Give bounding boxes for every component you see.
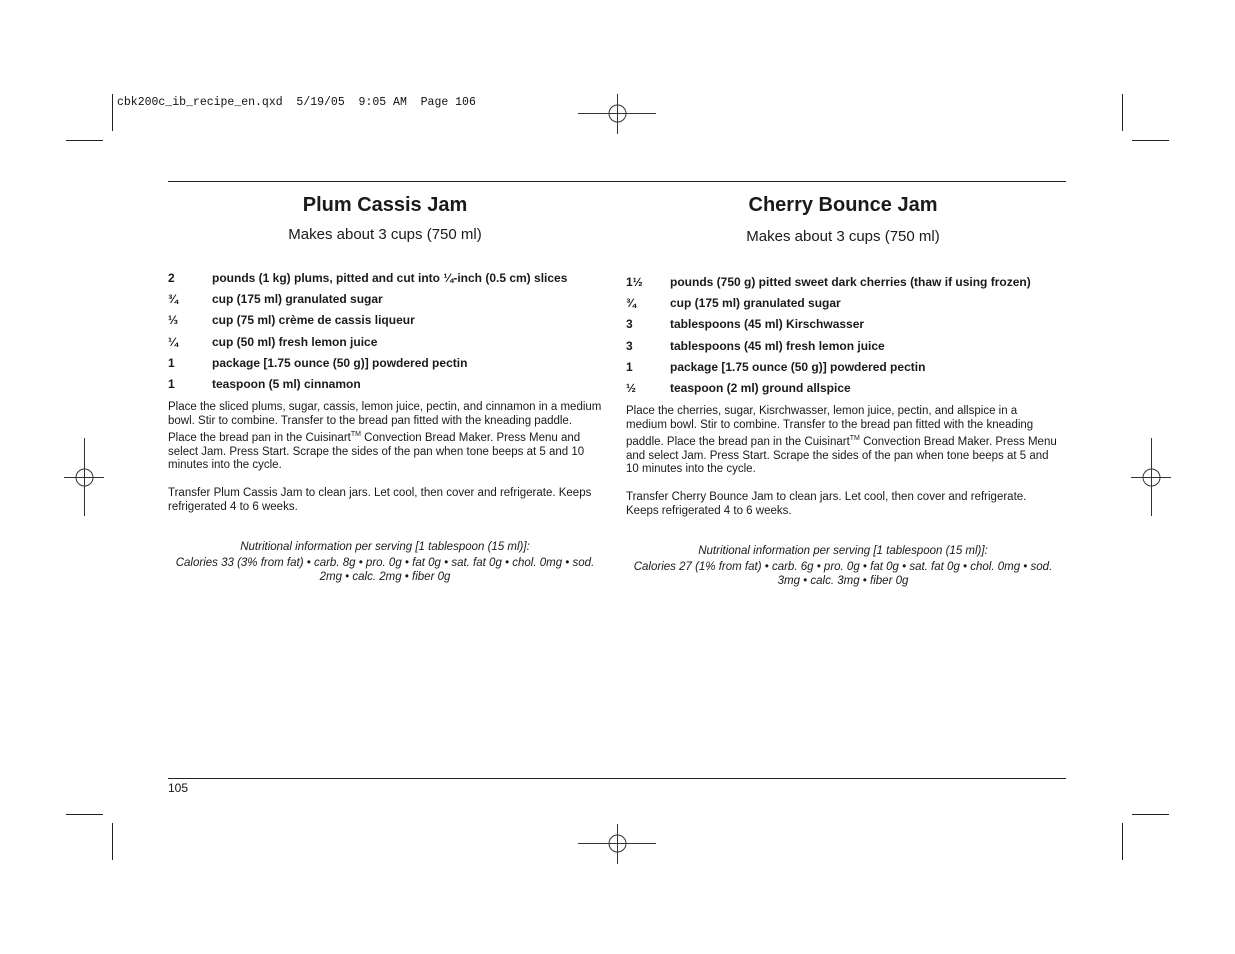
ingredient-item — [626, 336, 1060, 357]
ingredient-quantity: 1½ — [626, 275, 643, 289]
ingredient-text: cup (175 ml) granulated sugar — [670, 296, 841, 311]
ingredient-item — [626, 378, 1060, 399]
ingredient-text: teaspoon (2 ml) ground allspice — [670, 380, 851, 395]
crop-mark-top-left-vertical — [112, 94, 113, 131]
ingredient-text: package [1.75 ounce (50 g)] powdered pectin — [670, 359, 926, 374]
nutrition-text: Calories 33 (3% from fat) • carb. 8g • pro. 0g • fat 0g • sat. fat 0g • chol. 0mg • sod. 2mg • calc. 2mg • fiber 0g — [175, 557, 595, 584]
ingredient-item — [626, 314, 1060, 335]
nutrition-info — [626, 544, 1060, 588]
ingredient-item — [168, 268, 602, 289]
method-paragraph — [626, 405, 1060, 477]
ingredient-item — [168, 332, 602, 353]
printer-slug: cbk200c_ib_recipe_en.qxd 5/19/05 9:05 AM Page 106 — [117, 96, 476, 109]
ingredient-item — [626, 293, 1060, 314]
ingredient-text: cup (50 ml) fresh lemon juice — [212, 334, 378, 349]
crop-mark-top-right-vertical — [1122, 94, 1123, 131]
bottom-rule — [168, 778, 1066, 779]
crop-mark-bottom-right-vertical — [1122, 823, 1123, 860]
recipe-cherry-bounce-jam — [626, 192, 1060, 588]
registration-mark-left-icon — [64, 438, 104, 516]
ingredient-item — [168, 310, 602, 331]
nutrition-heading: Nutritional information per serving [1 tablespoon (15 ml)]: — [698, 545, 988, 558]
nutrition-info — [168, 540, 602, 584]
registration-mark-top-icon — [578, 94, 656, 134]
ingredient-quantity: 1 — [626, 359, 633, 374]
ingredient-quantity: ¾ — [626, 296, 637, 311]
trademark-mark: TM — [350, 431, 361, 439]
ingredient-list — [168, 268, 602, 395]
ingredient-item — [626, 272, 1060, 293]
recipe-plum-cassis-jam — [168, 192, 602, 584]
method-text: Convection Bread Maker. Press Menu and select Jam. Press Start. Scrape the sides of the pan when tone beeps at 5 and 10 minutes into the cycle. — [168, 432, 585, 472]
ingredient-quantity: ¾ — [168, 292, 179, 307]
method-text: Convection Bread Maker. Press Menu and select Jam. Press Start. Scrape the sides of the pan when tone beeps at 5 and 10 minutes into the cycle. — [626, 436, 1057, 476]
ingredient-quantity: ¼ — [168, 334, 179, 349]
recipe-title: Cherry Bounce Jam — [748, 194, 938, 216]
ingredient-text: pounds (750 g) pitted sweet dark cherries (thaw if using frozen) — [670, 275, 1031, 289]
ingredient-item — [168, 374, 602, 395]
method-paragraph: Transfer Cherry Bounce Jam to clean jars. Let cool, then cover and refrigerate. Keeps refrigerated 4 to 6 weeks. — [626, 490, 1027, 517]
nutrition-text: Calories 27 (1% from fat) • carb. 6g • pro. 0g • fat 0g • sat. fat 0g • chol. 0mg • sod. 3mg • calc. 3mg • fiber 0g — [633, 561, 1053, 588]
crop-mark-bottom-left-vertical — [112, 823, 113, 860]
ingredient-item — [168, 289, 602, 310]
crop-mark-top-left-horizontal — [66, 140, 103, 141]
ingredient-quantity: 3 — [626, 338, 633, 353]
ingredient-quantity: ⅓ — [168, 313, 179, 328]
ingredient-quantity: 1 — [168, 355, 175, 370]
method-text: Place the sliced plums, sugar, cassis, lemon juice, pectin, and cinnamon in a medium bowl. Stir to combine. Transfer to the bread pan fitted with the kneading paddle. Place the bread pan in the Cuisinart — [168, 401, 602, 445]
ingredient-item — [626, 357, 1060, 378]
ingredient-quantity: 1 — [168, 376, 175, 391]
ingredient-quantity: ½ — [626, 380, 637, 395]
ingredient-text: pounds (1 kg) plums, pitted and cut into ¼-inch (0.5 cm) slices — [212, 271, 568, 285]
crop-mark-bottom-left-horizontal — [66, 814, 103, 815]
method-paragraph: Transfer Plum Cassis Jam to clean jars. Let cool, then cover and refrigerate. Keeps refrigerated 4 to 6 weeks. — [168, 486, 592, 513]
ingredient-text: tablespoons (45 ml) fresh lemon juice — [670, 338, 885, 353]
ingredient-quantity: 2 — [168, 271, 175, 285]
ingredient-text: tablespoons (45 ml) Kirschwasser — [670, 317, 865, 332]
registration-mark-bottom-icon — [578, 824, 656, 864]
nutrition-heading: Nutritional information per serving [1 tablespoon (15 ml)]: — [240, 541, 530, 554]
ingredient-list — [626, 272, 1060, 399]
registration-mark-right-icon — [1131, 438, 1171, 516]
method-text: Place the cherries, sugar, Kisrchwasser, lemon juice, pectin, and allspice in a medium bowl. Stir to combine. Transfer to the bread pan fitted with the kneading paddle. Place the bread pan in the Cuisinart — [626, 405, 1034, 449]
ingredient-text: cup (75 ml) crème de cassis liqueur — [212, 313, 415, 328]
recipe-yield: Makes about 3 cups (750 ml) — [746, 228, 940, 245]
page-number: 105 — [168, 781, 189, 795]
ingredient-quantity: 3 — [626, 317, 633, 332]
trademark-mark: TM — [849, 435, 860, 443]
ingredient-text: teaspoon (5 ml) cinnamon — [212, 376, 361, 391]
top-rule — [168, 181, 1066, 182]
recipe-title: Plum Cassis Jam — [302, 194, 468, 216]
method-paragraph — [168, 401, 602, 473]
ingredient-text: package [1.75 ounce (50 g)] powdered pectin — [212, 355, 468, 370]
ingredient-text: cup (175 ml) granulated sugar — [212, 292, 383, 307]
crop-mark-top-right-horizontal — [1132, 140, 1169, 141]
ingredient-item — [168, 353, 602, 374]
recipe-yield: Makes about 3 cups (750 ml) — [288, 226, 482, 243]
crop-mark-bottom-right-horizontal — [1132, 814, 1169, 815]
